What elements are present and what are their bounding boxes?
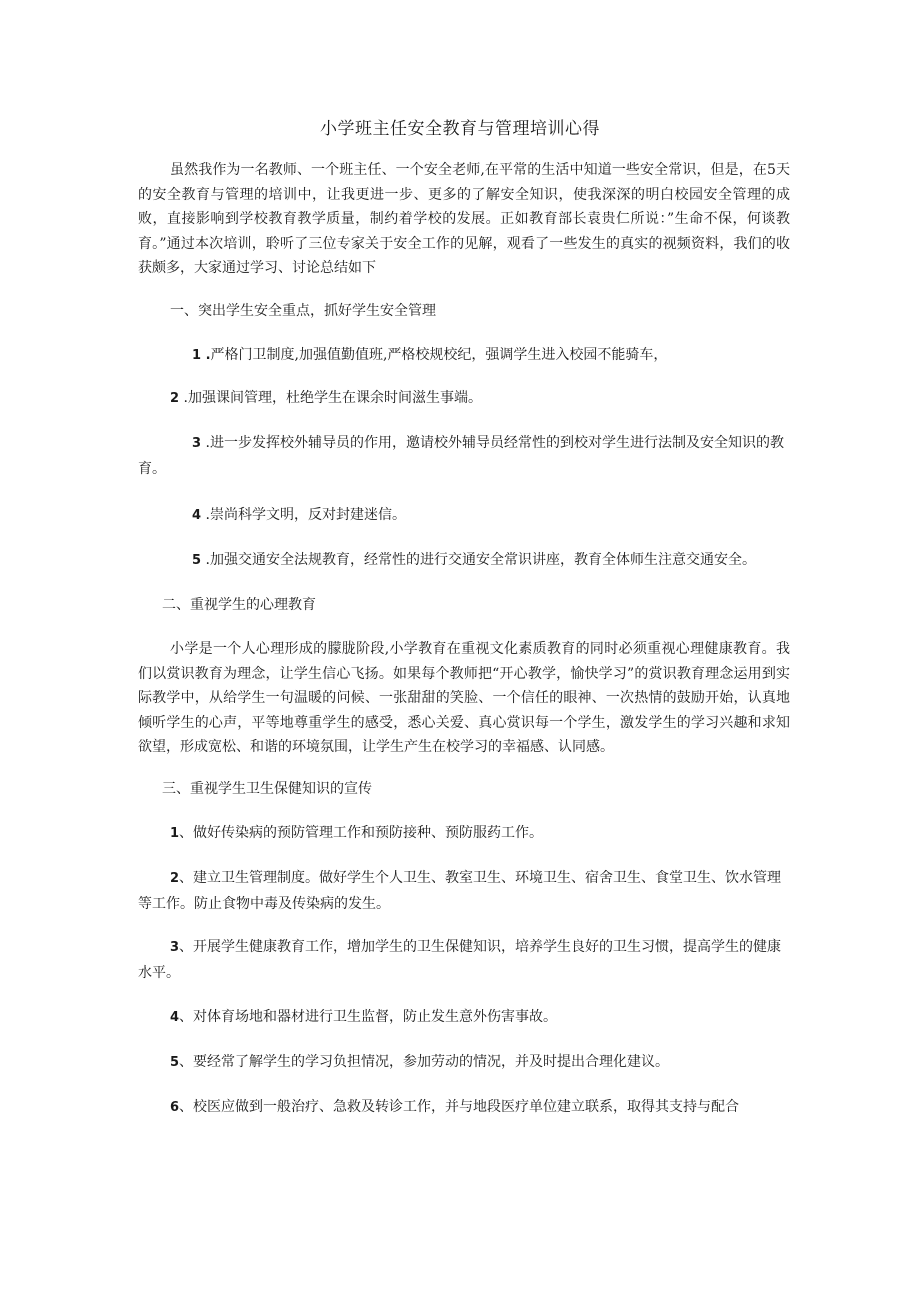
item-number: 5 bbox=[192, 553, 202, 568]
item-number: 1 bbox=[170, 826, 180, 841]
item-number: 4 bbox=[170, 1010, 180, 1025]
section3-item: 2、建立卫生管理制度。做好学生个人卫生、教室卫生、环境卫生、宿舍卫生、食堂卫生、饮水管理等工作。防止食物中毒及传染病的发生。 bbox=[138, 870, 782, 912]
section3-item: 4、对体育场地和器材进行卫生监督，防止发生意外伤害事故。 bbox=[170, 1009, 558, 1025]
item-number: 3 bbox=[192, 436, 202, 451]
section3-item: 1、做好传染病的预防管理工作和预防接种、预防服药工作。 bbox=[170, 825, 544, 841]
section2-paragraph: 小学是一个人心理形成的朦胧阶段,小学教育在重视文化素质教育的同时必须重视心理健康教育。我们以赏识教育为理念，让学生信心飞扬。如果每个教师把“开心教学，愉快学习”的赏识教育理念运用到实际教学中，从给学生一句温暖的问候、一张甜甜的笑脸、一个信任的眼神、一次热情的鼓励开始，认真地倾听学生的心声，平等地尊重学生的感受，悉心关爱、真心赏识每一个学生，激发学生的学习兴趣和求知欲望，形成宽松、和谐的环境氛围，让学生产生在校学习的幸福感、认同感。 bbox=[138, 641, 790, 755]
section1-item: 5 .加强交通安全法规教育，经常性的进行交通安全常识讲座，教育全体师生注意交通安全。 bbox=[192, 552, 756, 568]
section3-item: 5、要经常了解学生的学习负担情况，参加劳动的情况，并及时提出合理化建议。 bbox=[170, 1054, 670, 1070]
section1-item: 1 .严格门卫制度,加强值勤值班,严格校规校纪，强调学生进入校园不能骑车， bbox=[192, 347, 668, 363]
section1-item: 3 .进一步发挥校外辅导员的作用，邀请校外辅导员经常性的到校对学生进行法制及安全知识的教育。 bbox=[138, 435, 784, 477]
item-text: 崇尚科学文明，反对封建迷信。 bbox=[209, 507, 406, 523]
section3-item: 6、校医应做到一般治疗、急救及转诊工作，并与地段医疗单位建立联系，取得其支持与配合 bbox=[170, 1099, 740, 1115]
item-number: 1 bbox=[192, 348, 202, 363]
section3-heading: 三、重视学生卫生保健知识的宣传 bbox=[162, 781, 372, 797]
item-text: 进一步发挥校外辅导员的作用，邀请校外辅导员经常性的到校对学生进行法制及安全知识的教育。 bbox=[138, 435, 784, 477]
item-number: 6 bbox=[170, 1100, 180, 1115]
item-text: 开展学生健康教育工作，增加学生的卫生保健知识，培养学生良好的卫生习惯，提高学生的健康水平。 bbox=[138, 939, 782, 981]
section3-item: 3、开展学生健康教育工作，增加学生的卫生保健知识，培养学生良好的卫生习惯，提高学生的健康水平。 bbox=[138, 939, 782, 981]
item-text: 做好传染病的预防管理工作和预防接种、预防服药工作。 bbox=[193, 825, 544, 841]
intro-paragraph: 虽然我作为一名教师、一个班主任、一个安全老师,在平常的生活中知道一些安全常识，但是，在5天的安全教育与管理的培训中，让我更进一步、更多的了解安全知识，使我深深的明白校园安全管理的成败，直接影响到学校教育教学质量，制约着学校的发展。正如教育部长袁贵仁所说：”生命不保，何谈教育。”通过本次培训，聆听了三位专家关于安全工作的见解，观看了一些发生的真实的视频资料，我们的收获颇多，大家通过学习、讨论总结如下 bbox=[138, 162, 790, 276]
item-text: 对体育场地和器材进行卫生监督，防止发生意外伤害事故。 bbox=[193, 1009, 558, 1025]
item-number: 3 bbox=[170, 940, 180, 955]
section1-item: 2 .加强课间管理，杜绝学生在课余时间滋生事端。 bbox=[170, 390, 482, 406]
item-text: 加强交通安全法规教育，经常性的进行交通安全常识讲座，教育全体师生注意交通安全。 bbox=[209, 552, 756, 568]
item-number: 5 bbox=[170, 1055, 180, 1070]
item-text: 严格门卫制度,加强值勤值班,严格校规校纪，强调学生进入校园不能骑车， bbox=[210, 347, 668, 363]
item-number: 2 bbox=[170, 871, 180, 886]
section2-heading: 二、重视学生的心理教育 bbox=[162, 597, 316, 613]
section1-item: 4 .崇尚科学文明，反对封建迷信。 bbox=[192, 507, 406, 523]
item-text: 要经常了解学生的学习负担情况，参加劳动的情况，并及时提出合理化建议。 bbox=[193, 1054, 670, 1070]
item-number: 2 bbox=[170, 391, 180, 406]
page-title: 小学班主任安全教育与管理培训心得 bbox=[320, 119, 600, 139]
item-text: 校医应做到一般治疗、急救及转诊工作，并与地段医疗单位建立联系，取得其支持与配合 bbox=[193, 1099, 740, 1115]
section1-heading: 一、突出学生安全重点，抓好学生安全管理 bbox=[170, 303, 436, 319]
item-text: 建立卫生管理制度。做好学生个人卫生、教室卫生、环境卫生、宿舍卫生、食堂卫生、饮水管理等工作。防止食物中毒及传染病的发生。 bbox=[138, 870, 782, 912]
item-text: 加强课间管理，杜绝学生在课余时间滋生事端。 bbox=[187, 390, 482, 406]
item-number: 4 bbox=[192, 508, 202, 523]
